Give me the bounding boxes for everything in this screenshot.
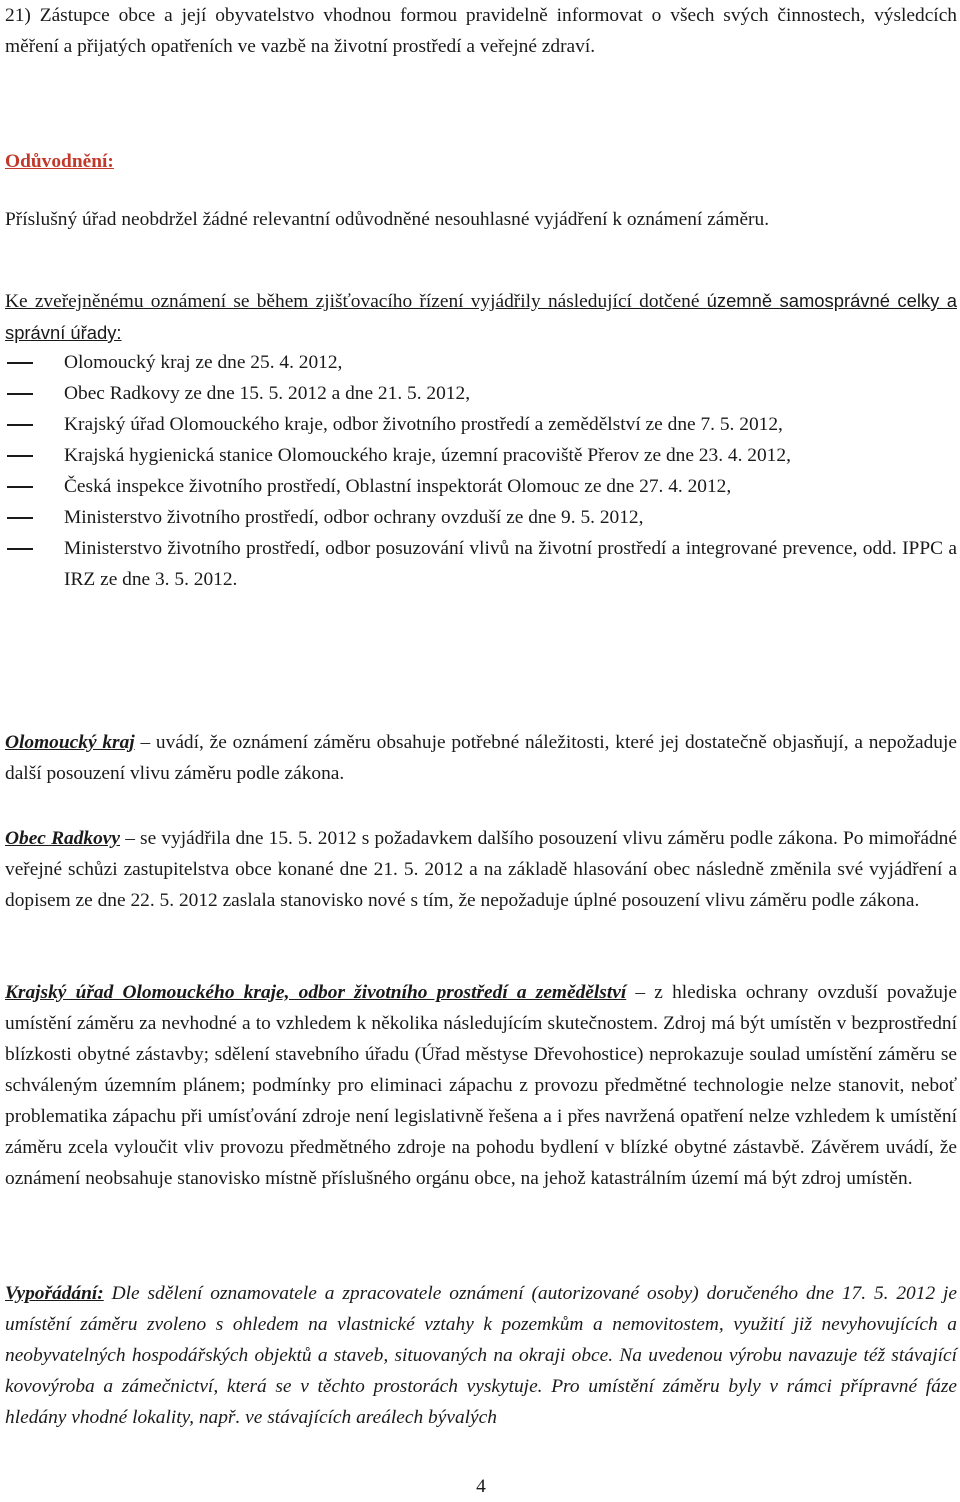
list-item: Krajská hygienická stanice Olomouckého kraje, územní pracoviště Přerov ze dne 23. 4. 2012, [5,440,957,471]
dash-bullet [7,517,33,519]
obec-radkovy-name: Obec Radkovy [5,828,121,849]
dash-bullet [7,548,33,550]
dash-bullet [7,455,33,457]
dash-bullet [7,424,33,426]
list-item: Ministerstvo životního prostředí, odbor ochrany ovzduší ze dne 9. 5. 2012, [5,502,957,533]
justification-text: Příslušný úřad neobdržel žádné relevantní odůvodněné nesouhlasné vyjádření k oznámení záměru. [5,209,770,230]
dash-bullet [7,362,33,364]
respondents-list [5,347,957,595]
obec-radkovy-block [5,823,957,916]
justification-text-block [5,204,957,235]
dash-bullet [7,393,33,395]
list-item: Ministerstvo životního prostředí, odbor posuzování vlivů na životní prostředí a integrované prevence, odd. IPPC a IRZ ze dne 3. 5. 2012. [5,533,957,595]
obec-radkovy-text: – se vyjádřila dne 15. 5. 2012 s požadavkem dalšího posouzení vlivu záměru podle zákona. Po mimořádné veřejné schůzi zastupitelstva obce konané dne 21. 5. 2012 a na základě hlasování obec následně změnila své vyjádření a dopisem ze dne 22. 5. 2012 zaslala stanovisko nové s tím, že nepožaduje úplné posouzení vlivu záměru podle zákona. [5,828,957,911]
krajsky-urad-text: – z hlediska ochrany ovzduší považuje umístění záměru za nevhodné a to vzhledem k několika následujícím skutečnostem. Zdroj má být umístěn v bezprostřední blízkosti obytné zástavby; sdělení stavebního úřadu (Úřad městyse Dřevohostice) neprokazuje soulad umístění záměru se schváleným územním plánem; podmínky pro eliminaci zápachu z provozu předmětné technologie nelze stanovit, neboť problematika zápachu při umísťování zdroje není legislativně řešena a i přes navržená opatření nelze vzhledem k umístění záměru zcela vyloučit vliv provozu předmětného zdroje na pohodu bydlení v blízké obytné zástavbě. Závěrem uvádí, že oznámení neobsahuje stanovisko místně příslušného orgánu obce, na jehož katastrálním území má být zdroj umístěn. [5,982,957,1189]
dash-bullet [7,486,33,488]
krajsky-urad-name: Krajský úřad Olomouckého kraje, odbor životního prostředí a zemědělství [5,982,627,1003]
condition-21 [5,0,957,62]
page-number: 4 [476,1476,486,1497]
respondents-list-block [5,347,957,595]
vyporadani-block [5,1278,957,1433]
list-item: Olomoucký kraj ze dne 25. 4. 2012, [5,347,957,378]
olomoucky-kraj-name: Olomoucký kraj [5,732,135,753]
vyporadani-text: Dle sdělení oznamovatele a zpracovatele oznámení (autorizované osoby) doručeného dne 17. 5. 2012 je umístění záměru zvoleno s ohledem na vlastnické vztahy k pozemkům a nemovitostem, využití již nevyhovujících a neobyvatelných hospodářských objektů a staveb, situovaných na okraji obce. Na uvedenou výrobu navazuje též stávající kovovýroba a zámečnictví, která se v těchto prostorách vyskytuje. Pro umístění záměru byly v rámci přípravné fáze hledány vhodné lokality, např. ve stávajících areálech bývalých [5,1283,957,1428]
olomoucky-kraj-text: – uvádí, že oznámení záměru obsahuje potřebné náležitosti, které jej dostatečně objasňují, a nepožaduje další posouzení vlivu záměru podle zákona. [5,732,957,784]
list-item: Krajský úřad Olomouckého kraje, odbor životního prostředí a zemědělství ze dne 7. 5. 2012, [5,409,957,440]
responses-intro-serif: Ke zveřejněnému oznámení se během zjišťovacího řízení vyjádřily následující dotčené [5,291,707,312]
document-page [5,0,957,1496]
responses-intro-block [5,285,957,349]
condition-21-text: 21) Zástupce obce a její obyvatelstvo vhodnou formou pravidelně informovat o všech svých činnostech, výsledcích měření a přijatých opatřeních ve vazbě na životní prostředí a veřejné zdraví. [5,5,957,57]
justification-heading-block [5,146,957,177]
olomoucky-kraj-block [5,727,957,789]
krajsky-urad-block [5,977,957,1194]
vyporadani-label: Vypořádání: [5,1283,104,1304]
justification-heading: Odůvodnění: [5,151,114,172]
responses-intro-sans: územně samosprávné celky a správní úřady: [5,290,958,343]
list-item: Obec Radkovy ze dne 15. 5. 2012 a dne 21. 5. 2012, [5,378,957,409]
list-item: Česká inspekce životního prostředí, Oblastní inspektorát Olomouc ze dne 27. 4. 2012, [5,471,957,502]
responses-intro [5,285,957,349]
